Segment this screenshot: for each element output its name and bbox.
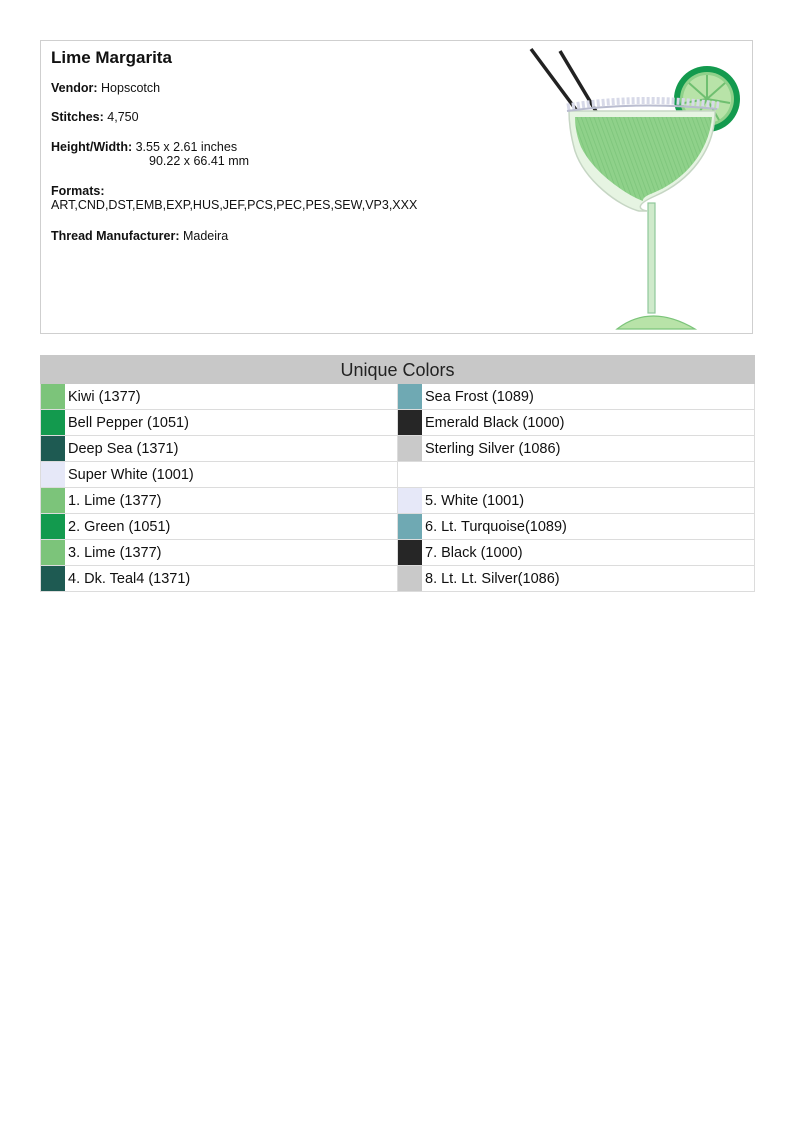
height-width-mm: 90.22 x 66.41 mm [149,154,250,168]
color-name: 8. Lt. Lt. Silver(1086) [425,570,560,587]
color-row [41,462,755,488]
color-swatch [41,462,65,487]
color-swatch [41,514,65,539]
color-cell-right [398,488,755,514]
color-swatch [41,410,65,435]
margarita-liquid [575,117,712,201]
unique-colors-header: Unique Colors [40,355,755,384]
color-rows [40,384,755,592]
color-name: Deep Sea (1371) [68,440,179,457]
color-name: Sterling Silver (1086) [425,440,561,457]
color-name: 7. Black (1000) [425,544,523,561]
color-row [41,540,755,566]
thread-manufacturer-label: Thread Manufacturer: [51,229,180,243]
color-cell-left [41,436,398,462]
color-cell-left [41,488,398,514]
formats-value: ART,CND,DST,EMB,EXP,HUS,JEF,PCS,PEC,PES,SEW,VP3,XXX [51,198,418,212]
stitches-label: Stitches: [51,110,104,124]
color-cell-left [41,540,398,566]
color-swatch [41,436,65,461]
height-width-inches: 3.55 x 2.61 inches [135,140,238,154]
height-width-label: Height/Width: [51,140,133,154]
color-swatch [41,540,65,565]
color-cell-right [398,410,755,436]
color-cell-left [41,462,398,488]
color-cell-right [398,384,755,410]
color-swatch [398,566,422,591]
design-info-card [40,40,753,334]
color-cell-right [398,436,755,462]
color-row [41,514,755,540]
color-name: Sea Frost (1089) [425,388,534,405]
color-cell-right [398,514,755,540]
vendor-field [51,81,160,96]
color-cell-left [41,384,398,410]
thread-manufacturer-field [51,229,228,244]
color-name: 4. Dk. Teal4 (1371) [68,570,191,587]
color-row [41,566,755,592]
straw-left [531,49,577,111]
color-row [41,436,755,462]
color-swatch [398,540,422,565]
color-name: 6. Lt. Turquoise(1089) [425,518,567,535]
color-cell-right [398,462,755,488]
height-width-field [51,140,249,168]
vendor-value: Hopscotch [101,81,161,95]
color-cell-left [41,514,398,540]
glass-stem [648,203,655,313]
unique-colors-table [40,355,755,592]
color-swatch [398,488,422,513]
design-title: Lime Margarita [51,48,172,67]
stitches-field [51,110,139,125]
formats-field [51,184,417,212]
color-cell-left [41,410,398,436]
color-cell-left [41,566,398,592]
margarita-glass-image [519,41,754,335]
color-name: 5. White (1001) [425,492,525,509]
color-name: 3. Lime (1377) [68,544,162,561]
vendor-label: Vendor: [51,81,98,95]
color-row [41,384,755,410]
color-cell-right [398,540,755,566]
glass-base [617,316,695,329]
color-swatch [41,384,65,409]
color-name: Bell Pepper (1051) [68,414,189,431]
color-swatch [41,566,65,591]
color-name: 1. Lime (1377) [68,492,162,509]
color-row [41,488,755,514]
color-name: Emerald Black (1000) [425,414,565,431]
thread-manufacturer-value: Madeira [182,229,229,243]
stitches-value: 4,750 [107,110,139,124]
color-swatch [398,436,422,461]
color-name: Kiwi (1377) [68,388,141,405]
color-cell-right [398,566,755,592]
color-swatch [398,384,422,409]
color-name: 2. Green (1051) [68,518,171,535]
formats-label: Formats: [51,184,105,198]
color-swatch [398,410,422,435]
color-row [41,410,755,436]
color-swatch [41,488,65,513]
color-name: Super White (1001) [68,466,194,483]
color-swatch [398,514,422,539]
